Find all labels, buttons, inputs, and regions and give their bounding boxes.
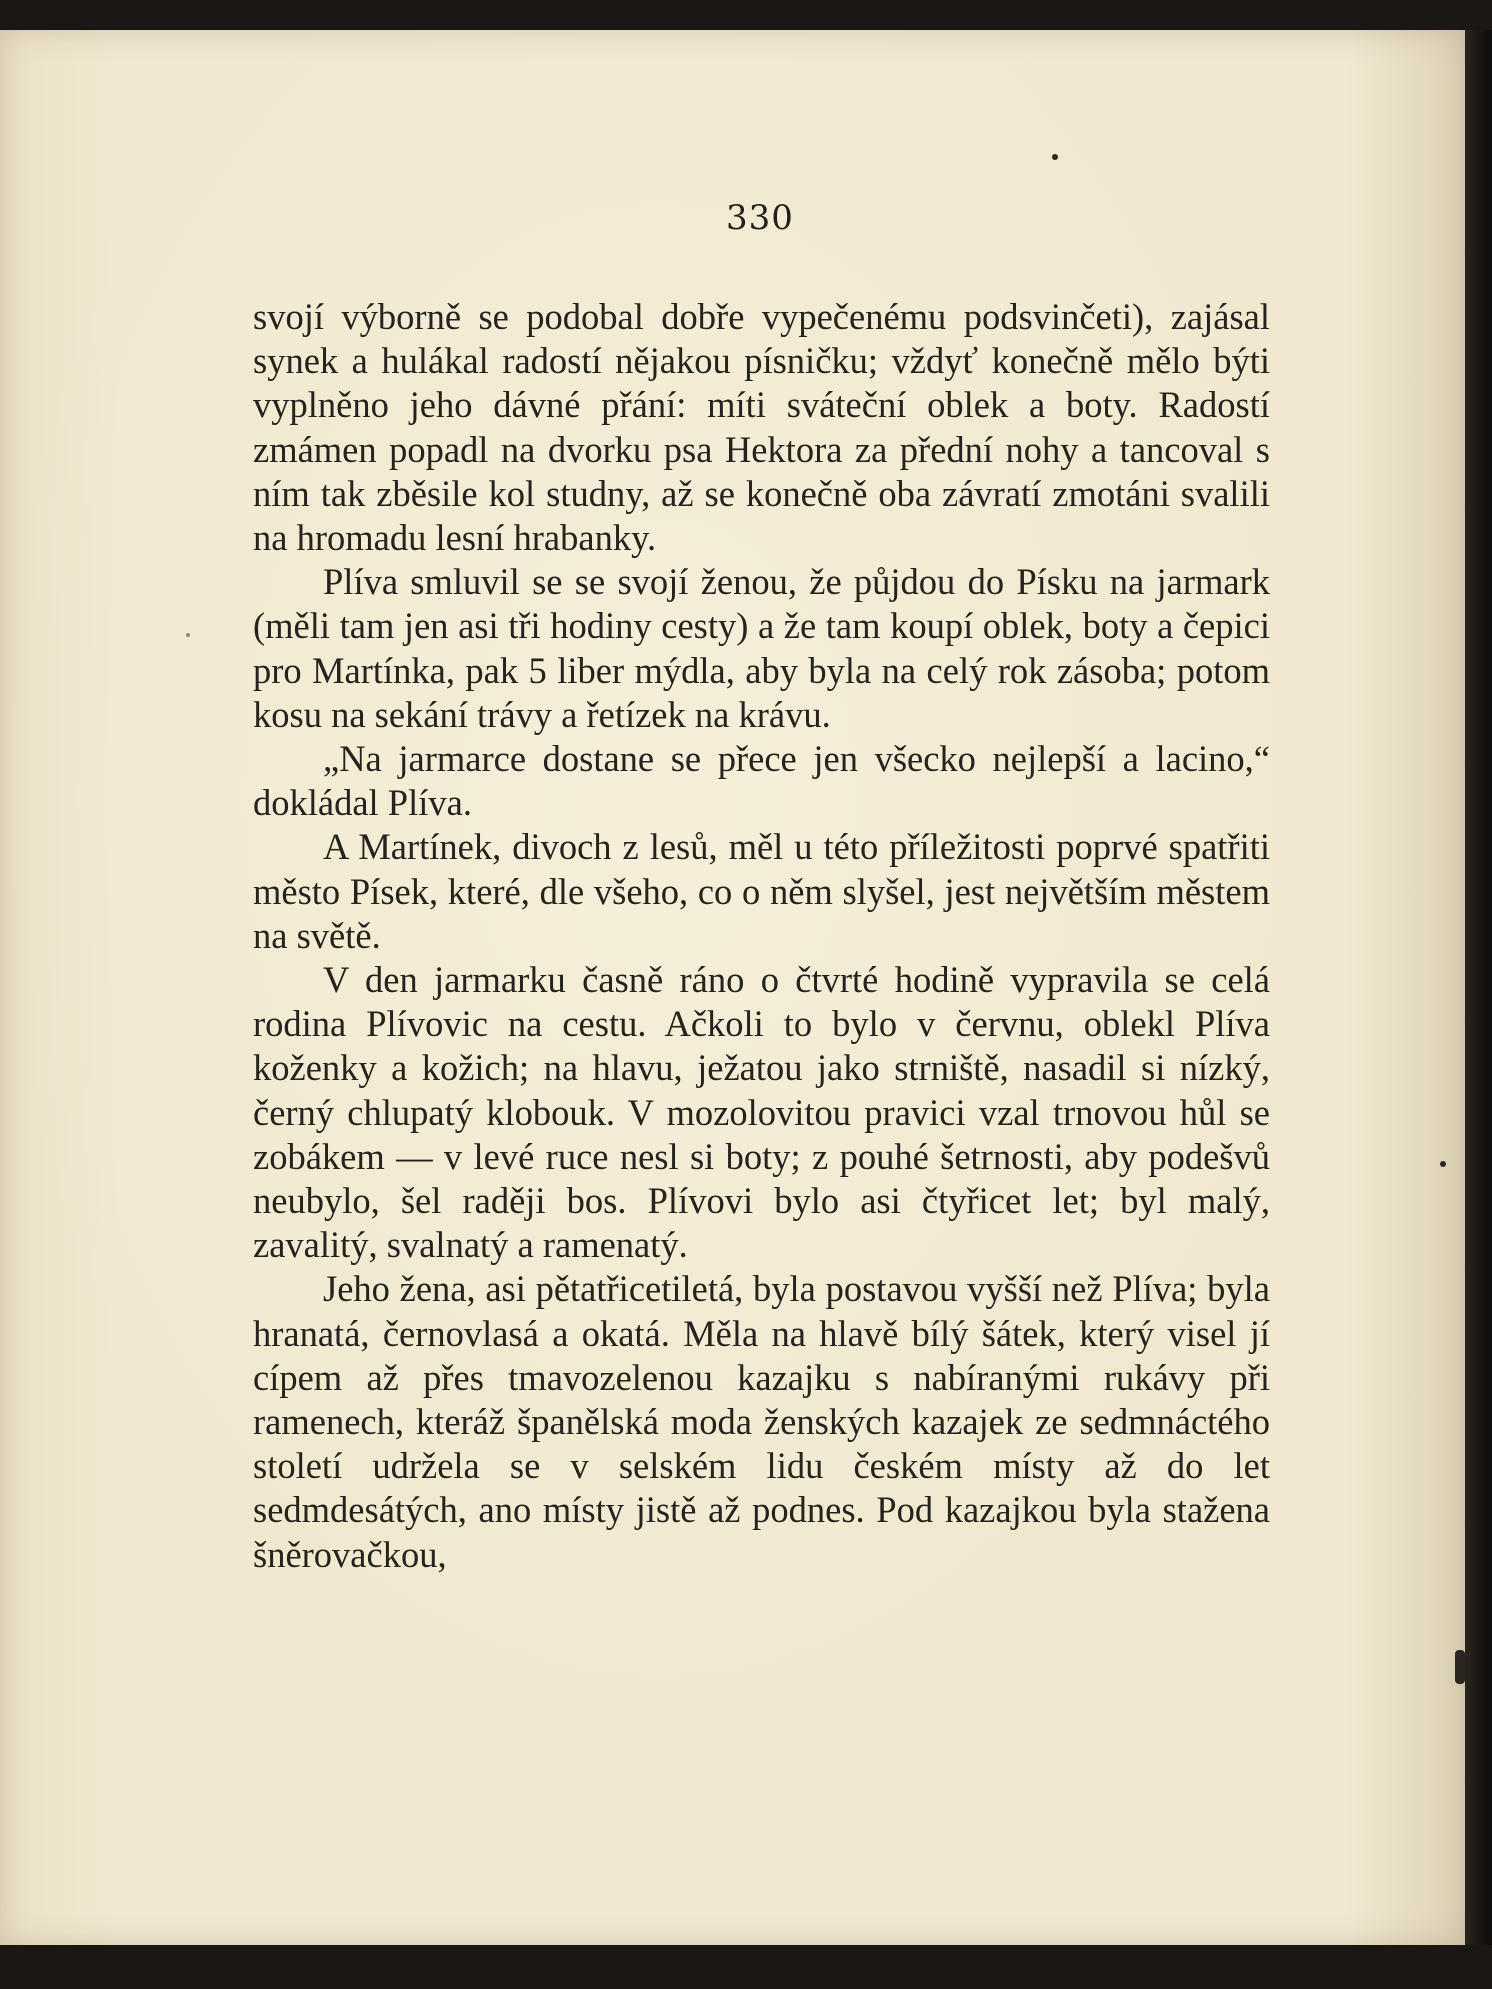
ink-speck	[186, 633, 190, 637]
paragraph-2: Plíva smluvil se se svojí ženou, že půjdou do Písku na jarmark (měli tam jen asi tři hodiny cesty) a že tam koupí oblek, boty a čepici pro Martínka, pak 5 liber mýdla, aby byla na celý rok zásoba; potom kosu na sekání trávy a řetízek na krávu.	[253, 561, 1270, 735]
paragraph-3: „Na jarmarce dostane se přece jen všecko nejlepší a lacino,“ dokládal Plíva.	[253, 738, 1270, 824]
page-number: 330	[726, 198, 794, 238]
ink-speck	[1052, 154, 1058, 160]
paragraph-6: Jeho žena, asi pětatřicetiletá, byla postavou vyšší než Plíva; byla hranatá, černovlasá a okatá. Měla na hlavě bílý šátek, který visel jí cípem až přes tmavozelenou kazajku s nabíranými rukávy při ramenech, kteráž španělská moda ženských kazajek ze sedmnáctého století udržela se v selském lidu českém místy až do let sedmdesátých, ano místy jistě až podnes. Pod kazajkou byla stažena šněrovačkou,	[253, 1268, 1270, 1575]
page-edge-shadow	[1465, 30, 1492, 1945]
ink-speck	[1440, 1161, 1446, 1167]
body-text	[253, 295, 1270, 1577]
ink-speck	[1455, 1650, 1465, 1684]
book-page	[0, 30, 1465, 1945]
paragraph-4: A Martínek, divoch z lesů, měl u této příležitosti poprvé spatřiti město Písek, které, dle všeho, co o něm slyšel, jest největším městem na světě.	[253, 826, 1270, 956]
paragraph-1: svojí výborně se podobal dobře vypečenému podsvinčeti), zajásal synek a hulákal radostí nějakou písničku; vždyť konečně mělo býti vyplněno jeho dávné přání: míti sváteční oblek a boty. Radostí zmámen popadl na dvorku psa Hektora za přední nohy a tancoval s ním tak zběsile kol studny, až se konečně oba závratí zmotáni svalili na hromadu lesní hrabanky.	[253, 296, 1270, 559]
paragraph-5: V den jarmarku časně ráno o čtvrté hodině vypravila se celá rodina Plívovic na cestu. Ačkoli to bylo v červnu, oblekl Plíva koženky a kožich; na hlavu, ježatou jako strniště, nasadil si nízký, černý chlupatý klobouk. V mozolovitou pravici vzal trnovou hůl se zobákem — v levé ruce nesl si boty; z pouhé šetrnosti, aby podešvů neubylo, šel raději bos. Plívovi bylo asi čtyřicet let; byl malý, zavalitý, svalnatý a ramenatý.	[253, 959, 1270, 1266]
